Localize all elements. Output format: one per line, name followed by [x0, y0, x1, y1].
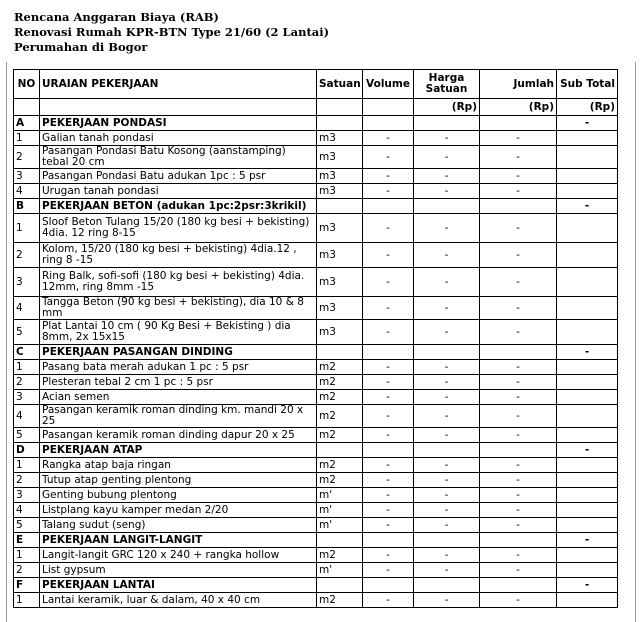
section-row: [14, 533, 618, 548]
item-unit: m3: [317, 146, 363, 169]
item-description: Rangka atap baja ringan: [40, 458, 317, 473]
unit-cell-volume: [363, 99, 414, 116]
item-unit: m': [317, 503, 363, 518]
item-jumlah: -: [480, 297, 557, 320]
section-volume: [363, 443, 414, 458]
item-harga: -: [414, 458, 480, 473]
item-no: 2: [14, 146, 40, 169]
col-header-harga: [414, 70, 480, 99]
section-title: PEKERJAAN PASANGAN DINDING: [40, 345, 317, 360]
table-row: [14, 503, 618, 518]
section-harga: [414, 116, 480, 131]
section-volume: [363, 199, 414, 214]
item-unit: m2: [317, 375, 363, 390]
table-row: [14, 473, 618, 488]
item-unit: m3: [317, 320, 363, 345]
item-harga: -: [414, 360, 480, 375]
item-harga: -: [414, 146, 480, 169]
item-subtotal: [557, 428, 618, 443]
table-row: [14, 320, 618, 345]
item-no: 1: [14, 548, 40, 563]
section-letter: F: [14, 578, 40, 593]
section-subtotal: -: [557, 199, 618, 214]
item-description: Ring Balk, sofi-sofi (180 kg besi + bekisting) 4dia. 12mm, ring 8mm -15: [40, 268, 317, 297]
section-satuan: [317, 345, 363, 360]
item-volume: -: [363, 131, 414, 146]
section-title: PEKERJAAN PONDASI: [40, 116, 317, 131]
item-volume: -: [363, 297, 414, 320]
item-harga: -: [414, 390, 480, 405]
item-volume: -: [363, 360, 414, 375]
item-volume: -: [363, 320, 414, 345]
item-jumlah: -: [480, 548, 557, 563]
item-description: List gypsum: [40, 563, 317, 578]
col-header-subtotal: Sub Total: [557, 70, 618, 99]
item-volume: -: [363, 593, 414, 608]
unit-cell-subtotal: (Rp): [557, 99, 618, 116]
table-row: [14, 360, 618, 375]
item-subtotal: [557, 488, 618, 503]
item-description: Tangga Beton (90 kg besi + bekisting), dia 10 & 8 mm: [40, 297, 317, 320]
item-unit: m2: [317, 390, 363, 405]
table-row: [14, 243, 618, 268]
table-row: [14, 458, 618, 473]
item-jumlah: -: [480, 360, 557, 375]
section-row: [14, 116, 618, 131]
section-jumlah: [480, 443, 557, 458]
item-unit: m2: [317, 548, 363, 563]
item-harga: -: [414, 548, 480, 563]
table-row: [14, 390, 618, 405]
item-jumlah: -: [480, 390, 557, 405]
section-harga: [414, 199, 480, 214]
section-satuan: [317, 443, 363, 458]
section-volume: [363, 578, 414, 593]
item-volume: -: [363, 146, 414, 169]
item-unit: m3: [317, 243, 363, 268]
item-unit: m2: [317, 593, 363, 608]
item-description: Sloof Beton Tulang 15/20 (180 kg besi + bekisting) 4dia. 12 ring 8-15: [40, 214, 317, 243]
section-volume: [363, 116, 414, 131]
item-subtotal: [557, 563, 618, 578]
item-subtotal: [557, 548, 618, 563]
item-volume: -: [363, 184, 414, 199]
item-volume: -: [363, 458, 414, 473]
item-jumlah: -: [480, 214, 557, 243]
item-volume: -: [363, 268, 414, 297]
item-jumlah: -: [480, 320, 557, 345]
unit-cell-satuan: [317, 99, 363, 116]
table-row: [14, 405, 618, 428]
table-row: [14, 548, 618, 563]
section-harga: [414, 345, 480, 360]
item-no: 2: [14, 473, 40, 488]
item-no: 4: [14, 405, 40, 428]
section-row: [14, 578, 618, 593]
unit-cell-no: [14, 99, 40, 116]
item-unit: m2: [317, 458, 363, 473]
item-no: 1: [14, 458, 40, 473]
item-unit: m': [317, 563, 363, 578]
table-row: [14, 518, 618, 533]
item-no: 4: [14, 297, 40, 320]
item-no: 3: [14, 390, 40, 405]
item-jumlah: -: [480, 458, 557, 473]
col-header-volume: Volume: [363, 70, 414, 99]
section-harga: [414, 443, 480, 458]
item-description: Pasang bata merah adukan 1 pc : 5 psr: [40, 360, 317, 375]
item-subtotal: [557, 503, 618, 518]
table-row: [14, 146, 618, 169]
section-jumlah: [480, 116, 557, 131]
item-harga: -: [414, 473, 480, 488]
section-volume: [363, 533, 414, 548]
section-title: PEKERJAAN ATAP: [40, 443, 317, 458]
section-letter: E: [14, 533, 40, 548]
item-jumlah: -: [480, 146, 557, 169]
item-harga: -: [414, 518, 480, 533]
item-subtotal: [557, 320, 618, 345]
table-row: [14, 428, 618, 443]
item-no: 2: [14, 243, 40, 268]
item-description: Plat Lantai 10 cm ( 90 Kg Besi + Bekisting ) dia 8mm, 2x 15x15: [40, 320, 317, 345]
item-subtotal: [557, 518, 618, 533]
item-harga: -: [414, 268, 480, 297]
section-letter: A: [14, 116, 40, 131]
item-no: 1: [14, 131, 40, 146]
item-jumlah: -: [480, 375, 557, 390]
section-satuan: [317, 533, 363, 548]
item-subtotal: [557, 243, 618, 268]
item-no: 1: [14, 214, 40, 243]
item-jumlah: -: [480, 473, 557, 488]
item-no: 3: [14, 169, 40, 184]
item-volume: -: [363, 169, 414, 184]
item-harga: -: [414, 375, 480, 390]
section-subtotal: -: [557, 345, 618, 360]
item-volume: -: [363, 214, 414, 243]
item-description: Langit-langit GRC 120 x 240 + rangka hollow: [40, 548, 317, 563]
table-row: [14, 563, 618, 578]
item-harga: -: [414, 593, 480, 608]
item-volume: -: [363, 473, 414, 488]
item-jumlah: -: [480, 243, 557, 268]
table-row: [14, 297, 618, 320]
item-description: Urugan tanah pondasi: [40, 184, 317, 199]
item-volume: -: [363, 563, 414, 578]
item-subtotal: [557, 297, 618, 320]
section-subtotal: -: [557, 533, 618, 548]
item-no: 2: [14, 375, 40, 390]
item-harga: -: [414, 184, 480, 199]
section-subtotal: -: [557, 578, 618, 593]
table-row: [14, 214, 618, 243]
item-harga: -: [414, 563, 480, 578]
item-description: Acian semen: [40, 390, 317, 405]
section-satuan: [317, 199, 363, 214]
item-description: Pasangan keramik roman dinding dapur 20 x 25: [40, 428, 317, 443]
section-subtotal: -: [557, 443, 618, 458]
item-subtotal: [557, 169, 618, 184]
item-unit: m3: [317, 297, 363, 320]
item-unit: m3: [317, 131, 363, 146]
section-title: PEKERJAAN BETON (adukan 1pc:2psr:3krikil): [40, 199, 317, 214]
item-unit: m3: [317, 184, 363, 199]
table-row: [14, 184, 618, 199]
section-subtotal: -: [557, 116, 618, 131]
item-volume: -: [363, 375, 414, 390]
item-volume: -: [363, 243, 414, 268]
item-unit: m3: [317, 169, 363, 184]
table-row: [14, 131, 618, 146]
item-no: 5: [14, 320, 40, 345]
item-description: Pasangan Pondasi Batu adukan 1pc : 5 psr: [40, 169, 317, 184]
table-row: [14, 169, 618, 184]
item-subtotal: [557, 268, 618, 297]
title-line-2: Renovasi Rumah KPR-BTN Type 21/60 (2 Lantai): [14, 25, 330, 39]
section-letter: C: [14, 345, 40, 360]
item-jumlah: -: [480, 405, 557, 428]
col-header-jumlah: Jumlah: [480, 70, 557, 99]
unit-row: [14, 99, 618, 116]
item-no: 1: [14, 360, 40, 375]
item-jumlah: -: [480, 169, 557, 184]
table-row: [14, 268, 618, 297]
item-jumlah: -: [480, 184, 557, 199]
item-subtotal: [557, 131, 618, 146]
section-volume: [363, 345, 414, 360]
item-subtotal: [557, 146, 618, 169]
section-letter: B: [14, 199, 40, 214]
item-unit: m': [317, 488, 363, 503]
item-unit: m3: [317, 214, 363, 243]
table-row: [14, 593, 618, 608]
item-subtotal: [557, 473, 618, 488]
section-title: PEKERJAAN LANTAI: [40, 578, 317, 593]
col-header-desc: URAIAN PEKERJAAN: [40, 70, 317, 99]
item-jumlah: -: [480, 518, 557, 533]
item-harga: -: [414, 405, 480, 428]
item-harga: -: [414, 488, 480, 503]
section-jumlah: [480, 345, 557, 360]
item-harga: -: [414, 131, 480, 146]
item-no: 3: [14, 488, 40, 503]
item-description: Tutup atap genting plentong: [40, 473, 317, 488]
item-unit: m3: [317, 268, 363, 297]
title-line-1: Rencana Anggaran Biaya (RAB): [14, 10, 219, 24]
item-jumlah: -: [480, 131, 557, 146]
item-subtotal: [557, 214, 618, 243]
section-row: [14, 199, 618, 214]
rab-body: [14, 116, 618, 608]
item-volume: -: [363, 390, 414, 405]
item-description: Genting bubung plentong: [40, 488, 317, 503]
col-header-harga-line1: Harga: [428, 72, 465, 84]
rab-table: [13, 69, 618, 608]
item-unit: m2: [317, 428, 363, 443]
item-volume: -: [363, 548, 414, 563]
item-description: Plesteran tebal 2 cm 1 pc : 5 psr: [40, 375, 317, 390]
item-harga: -: [414, 243, 480, 268]
item-jumlah: -: [480, 268, 557, 297]
item-jumlah: -: [480, 488, 557, 503]
item-jumlah: -: [480, 428, 557, 443]
section-harga: [414, 578, 480, 593]
item-harga: -: [414, 169, 480, 184]
item-jumlah: -: [480, 593, 557, 608]
item-unit: m2: [317, 405, 363, 428]
unit-cell-harga: (Rp): [414, 99, 480, 116]
item-description: Kolom, 15/20 (180 kg besi + bekisting) 4dia.12 , ring 8 -15: [40, 243, 317, 268]
item-volume: -: [363, 428, 414, 443]
item-description: Lantai keramik, luar & dalam, 40 x 40 cm: [40, 593, 317, 608]
item-jumlah: -: [480, 503, 557, 518]
item-no: 1: [14, 593, 40, 608]
item-harga: -: [414, 320, 480, 345]
unit-cell-desc: [40, 99, 317, 116]
item-no: 3: [14, 268, 40, 297]
col-header-harga-line2: Satuan: [425, 83, 468, 95]
title-line-3: Perumahan di Bogor: [14, 40, 148, 54]
section-title: PEKERJAAN LANGIT-LANGIT: [40, 533, 317, 548]
item-no: 2: [14, 563, 40, 578]
item-jumlah: -: [480, 563, 557, 578]
rab-sheet: [13, 69, 617, 608]
item-no: 5: [14, 518, 40, 533]
table-row: [14, 375, 618, 390]
item-volume: -: [363, 488, 414, 503]
item-unit: m': [317, 518, 363, 533]
item-subtotal: [557, 458, 618, 473]
item-subtotal: [557, 593, 618, 608]
item-volume: -: [363, 405, 414, 428]
section-jumlah: [480, 533, 557, 548]
item-harga: -: [414, 428, 480, 443]
item-description: Pasangan keramik roman dinding km. mandi 20 x 25: [40, 405, 317, 428]
item-description: Talang sudut (seng): [40, 518, 317, 533]
item-no: 4: [14, 184, 40, 199]
header-row: [14, 70, 618, 99]
section-jumlah: [480, 578, 557, 593]
item-subtotal: [557, 184, 618, 199]
section-row: [14, 443, 618, 458]
item-no: 4: [14, 503, 40, 518]
section-satuan: [317, 116, 363, 131]
item-unit: m2: [317, 473, 363, 488]
item-subtotal: [557, 375, 618, 390]
unit-cell-jumlah: (Rp): [480, 99, 557, 116]
item-volume: -: [363, 503, 414, 518]
item-description: Listplang kayu kamper medan 2/20: [40, 503, 317, 518]
item-no: 5: [14, 428, 40, 443]
document-header: [14, 10, 329, 55]
item-harga: -: [414, 214, 480, 243]
section-satuan: [317, 578, 363, 593]
item-subtotal: [557, 360, 618, 375]
item-unit: m2: [317, 360, 363, 375]
item-harga: -: [414, 503, 480, 518]
item-volume: -: [363, 518, 414, 533]
item-subtotal: [557, 405, 618, 428]
section-harga: [414, 533, 480, 548]
item-description: Pasangan Pondasi Batu Kosong (aanstamping) tebal 20 cm: [40, 146, 317, 169]
section-letter: D: [14, 443, 40, 458]
section-row: [14, 345, 618, 360]
col-header-no: NO: [14, 70, 40, 99]
table-row: [14, 488, 618, 503]
col-header-satuan: Satuan: [317, 70, 363, 99]
item-harga: -: [414, 297, 480, 320]
item-subtotal: [557, 390, 618, 405]
item-description: Galian tanah pondasi: [40, 131, 317, 146]
section-jumlah: [480, 199, 557, 214]
